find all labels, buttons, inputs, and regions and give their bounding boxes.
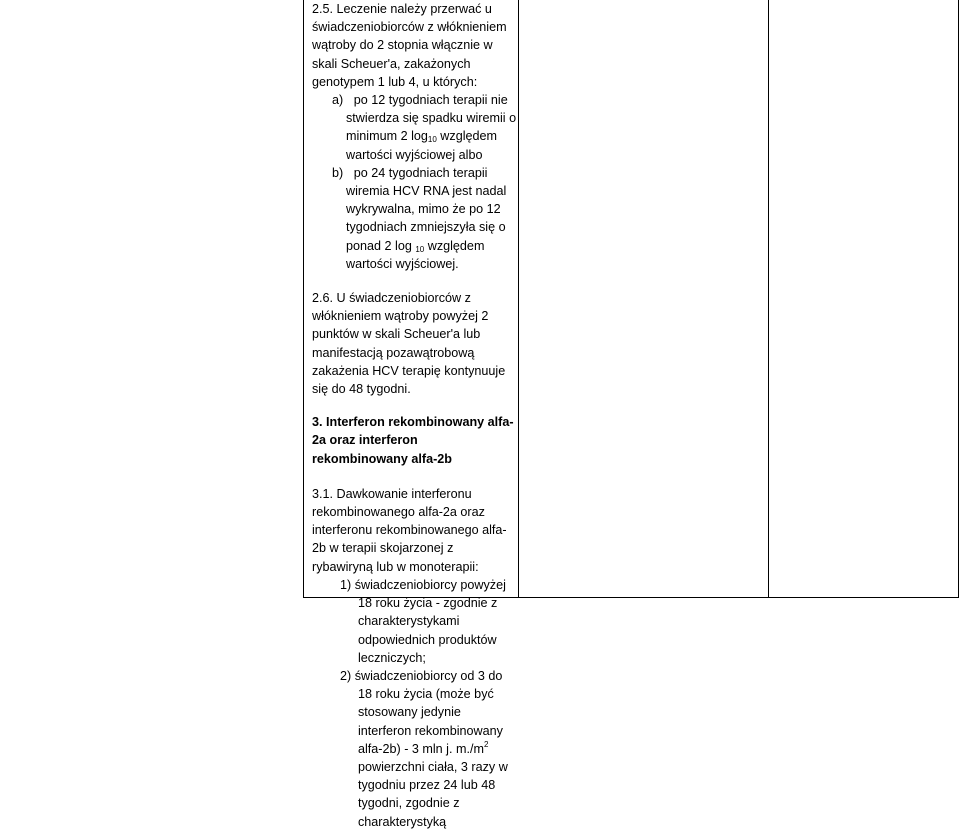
item-a-label: a) [332,93,344,108]
item-b-text: po 24 tygodniach terapii wiremia HCV RNA jest nadal wykrywalna, mimo że po 12 tygodniach zmniejszyła się o ponad 2 log [346,165,507,253]
section-2-5-intro: 2.5. Leczenie należy przerwać u świadczeniobiorców z włóknieniem wątroby do 2 stopnia włącznie w skali Scheuer'a, zakażonych genotypem 1 lub 4, u których: [312,2,507,89]
item-a-text: po 12 tygodniach terapii nie stwierdza się spadku wiremii o minimum 2 log [346,93,517,144]
section-3-1-item-1: 1) świadczeniobiorcy powyżej 18 roku życia - zgodnie z charakterystykami odpowiednich produktów leczniczych; [340,577,506,665]
column-divider-1 [518,0,519,598]
section-2-6: 2.6. U świadczeniobiorców z włóknieniem wątroby powyżej 2 punktów w skali Scheuer'a lub manifestacją pozawątrobową zakażenia HCV terapię kontynuuje się do 48 tygodni. [312,291,506,397]
item-2-superscript: 2 [483,739,489,749]
section-2-5-item-a [312,91,517,164]
item-2-text-end: powierzchni ciała, 3 razy w tygodniu przez 24 lub 48 tygodni, zgodnie z charakterystyką [358,759,508,829]
item-a-subscript: 10 [427,135,437,145]
section-2-5-item-b [312,164,517,273]
item-b-text-end: względem wartości wyjściowej. [346,238,485,271]
section-3-1-item-2 [312,667,517,831]
section-3-1-intro: 3.1. Dawkowanie interferonu rekombinowanego alfa-2a oraz interferonu rekombinowanego alfa-2b w terapii skojarzonej z rybawiryną lub w monoterapii: [312,486,507,574]
item-2-text: 2) świadczeniobiorcy od 3 do 18 roku życia (może być stosowany jedynie interferon rekombinowany alfa-2b) - 3 mln j. m./m [340,668,503,756]
item-a-text-end: względem wartości wyjściowej albo [346,129,497,162]
item-b-subscript: 10 [415,244,425,254]
treatment-cell [312,0,517,831]
column-divider-2 [768,0,769,598]
item-b-label: b) [332,165,344,180]
section-3-heading: 3. Interferon rekombinowany alfa-2a oraz interferon rekombinowany alfa-2b [312,415,514,466]
